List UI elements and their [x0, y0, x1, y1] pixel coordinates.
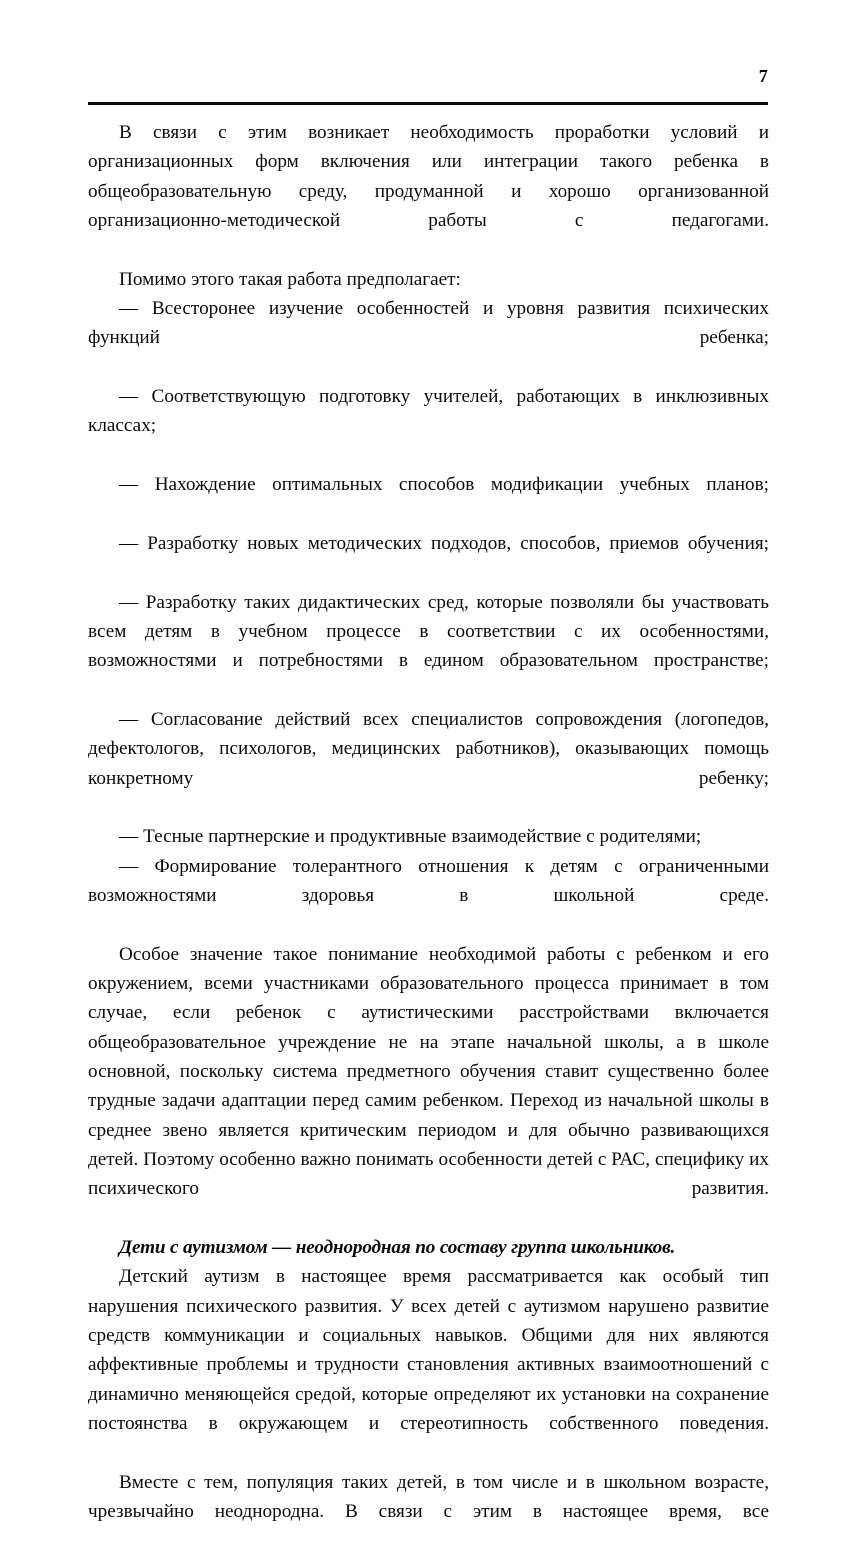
- list-item: — Соответствующую подготовку учителей, работающих в инклюзивных классах;: [88, 386, 769, 437]
- header-rule: [88, 102, 768, 105]
- running-head: [88, 66, 768, 110]
- body-paragraph: Особое значение такое понимание необходимой работы с ребенком и его окружением, всеми участниками образовательного процесса принимает в том случае, если ребенок с аутистическими расстройствами включается общеобразовательное учреждение не на этапе начальной школы, а в школе основной, поскольку система предметного обучения ставит существенно более трудные задачи адаптации перед самим ребенком. Переход из начальной школы в среднее звено является критическим периодом и для обычно развивающихся детей. Поэтому особенно важно понимать особенности детей с РАС, специфику их психического развития.: [88, 943, 769, 1200]
- body-paragraph: Вместе с тем, популяция таких детей, в том числе и в школьном возрасте, чрезвычайно неоднородна. В связи с этим в настоящее время, все: [88, 1471, 769, 1523]
- body-paragraph: Помимо этого такая работа предполагает:: [119, 268, 461, 290]
- list-item: — Формирование толерантного отношения к детям с ограниченными возможностями здоровья в школьной среде.: [88, 855, 769, 906]
- list-item: — Нахождение оптимальных способов модификации учебных планов;: [119, 474, 769, 496]
- run-in-heading: Дети с аутизмом — неоднородная по составу группа школьников.: [119, 1237, 676, 1259]
- page-number: 7: [758, 66, 768, 86]
- body-paragraph: Детский аутизм в настоящее время рассматривается как особый тип нарушения психического развития. У всех детей с аутизмом нарушено развитие средств коммуникации и социальных навыков. Общими для них являются аффективные проблемы и трудности становления активных взаимоотношений с динамично меняющейся средой, которые определяют их установки на сохранение постоянства в окружающем и стереотипность собственного поведения.: [88, 1266, 769, 1435]
- list-item: — Тесные партнерские и продуктивные взаимодействие с родителями;: [119, 826, 702, 848]
- list-item: — Всестоpонее изучение особенностей и уровня развития психических функций ребенка;: [88, 298, 769, 349]
- body-paragraph: В связи с этим возникает необходимость проработки условий и организационных форм включения или интеграции такого ребенка в общеобразовательную среду, продуманной и хорошо организованной организационно-методической работы с педагогами.: [88, 122, 769, 232]
- list-item: — Разработку новых методических подходов, способов, приемов обучения;: [119, 532, 769, 554]
- list-item: — Согласование действий всех специалистов сопровождения (логопедов, дефектологов, психологов, медицинских работников), оказывающих помощь конкретному ребенку;: [88, 708, 769, 789]
- list-item: — Разработку таких дидактических сред, которые позволяли бы участвовать всем детям в учебном процессе в соответствии с их особенностями, возможностями и потребностями в едином образовательном пространстве;: [88, 591, 769, 672]
- text-block: [88, 118, 769, 1556]
